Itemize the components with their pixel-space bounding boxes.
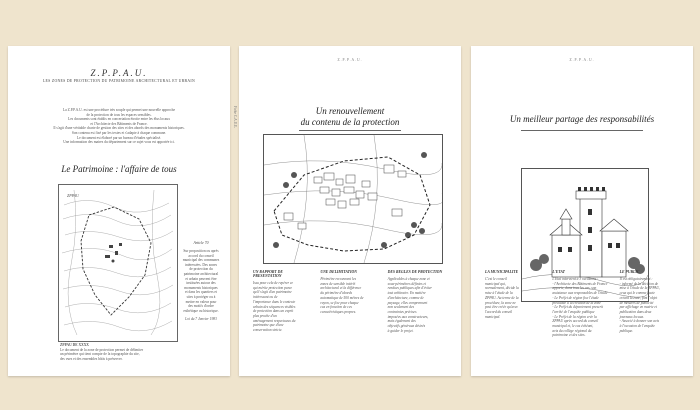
body-line: tout arbitraire. En matière <box>387 291 426 296</box>
body-line: paysage, elles comprennent <box>387 300 428 305</box>
map-caption <box>60 343 176 361</box>
body-line: contraintes précises <box>387 309 417 314</box>
body-line: l'importance dans le contexte <box>253 299 296 304</box>
body-line: assistance aux responsables de l'étude <box>552 291 608 296</box>
page-title: Un meilleur partage des responsabilités <box>509 114 655 124</box>
body-line: Applicables à chaque zone et <box>387 277 430 281</box>
column-regles <box>388 270 447 333</box>
body-line: rayon, se fixe pour chaque <box>320 300 359 305</box>
title-rule <box>521 130 643 131</box>
intro-line: Une information des maires du département sur ce sujet vous est apportée ici. <box>63 140 175 145</box>
body-line: aménagement respectueux du <box>253 318 296 323</box>
body-line: Issu pour cela de repérer ce <box>253 281 294 285</box>
article-line: patrimoine architectural <box>183 271 219 276</box>
article-date: Loi du 7 Janvier 1983 <box>185 317 217 322</box>
body-line: l'accord du conseil <box>485 309 513 314</box>
article-label: Article 70 <box>193 241 209 245</box>
body-line: cas en fonction de ces <box>320 305 352 310</box>
body-line: - Associé à donner son avis <box>619 319 660 324</box>
body-line: procédure, la zone ne <box>485 300 516 305</box>
body-line: - l'Architecte des Bâtiments de France <box>552 281 608 286</box>
body-line: rendues publiques afin d'éviter <box>387 286 432 291</box>
body-line: par affichage en mairie et <box>619 305 657 310</box>
intro-line: Les documents sont établis en concertation étroite entre les élus locaux <box>68 117 170 122</box>
body-line: qu'il s'agit d'un patrimoine <box>253 290 292 295</box>
map-caption-line: un périmètre qui tient compte de la topographie du site, <box>60 352 140 357</box>
body-line: patrimoine et des sites. <box>552 333 586 338</box>
column-delimitation <box>320 270 379 333</box>
town-aerial-illustration <box>263 134 443 264</box>
map-caption-title: ZPPAU DE XXXX <box>60 343 89 347</box>
body-line: sous-périmètres définies et <box>387 281 427 286</box>
column-rapport <box>253 270 312 333</box>
page-header: Z.P.P.A.U. <box>569 58 595 62</box>
title-rule <box>299 130 401 131</box>
body-line: automatique de 500 mètres de <box>320 295 364 300</box>
column-municipalite <box>485 270 544 338</box>
article-line: intéressées. Des zones <box>184 262 218 267</box>
body-line: plus proche d'un <box>253 313 277 318</box>
topographic-map-illustration <box>58 184 178 342</box>
column-body <box>552 277 611 338</box>
intro-line: et l'Architecte des Bâtiments de France. <box>90 121 148 126</box>
intro-line: Le document est élaboré par un bureau d'études spécialisé. <box>76 135 162 140</box>
body-line: d'architecture, comme de <box>387 295 424 300</box>
title-line: Un renouvellement <box>315 106 385 116</box>
body-line: peut être créée qu'avec <box>485 305 519 310</box>
body-line: - Le Préfet de la région crée la <box>552 314 597 319</box>
column-body <box>485 277 544 319</box>
body-line: L'Etat intervient à 3 occasions : <box>552 277 599 281</box>
article-line: de protection du <box>189 267 213 272</box>
body-line: Il est obligatoirement : <box>619 277 653 281</box>
body-line: journaux locaux. <box>619 314 645 319</box>
body-line: municipal et, le cas échéant, <box>552 324 594 329</box>
article-line: accord du conseil <box>188 253 214 258</box>
article-line: monuments historiques <box>184 285 218 290</box>
map-caption-line: des vues et des ensembles bâtis à préserver. <box>60 356 123 361</box>
body-line: publique. <box>619 328 634 333</box>
column-body <box>620 277 679 333</box>
article-line: instituées autour des <box>186 281 216 286</box>
column-body <box>320 277 379 315</box>
column-heading: UNE DELIMITATION <box>320 270 357 274</box>
intro-text <box>38 108 200 145</box>
body-line: qui mérite protection parce <box>253 285 293 290</box>
article-line: mettre en valeur pour <box>185 299 217 304</box>
column-heading: UN RAPPORT DE PRESENTATION <box>253 270 283 278</box>
body-line: mise à l'étude de la ZPPAU, <box>619 286 660 291</box>
article-line: esthétique ou historique. <box>183 308 219 313</box>
body-line: avis du collège régional du <box>552 328 592 333</box>
article-line: Sur proposition ou après <box>183 249 219 253</box>
body-line: ZPPAU. Au terme de la <box>485 295 519 300</box>
article-line: et dans les quartiers et <box>185 290 217 295</box>
content-columns <box>253 270 447 333</box>
page-title: Z.P.P.A.U. <box>90 68 148 78</box>
column-body <box>253 281 312 333</box>
content-columns <box>485 270 679 338</box>
body-line: publication dans deux <box>619 309 652 314</box>
intro-line: Il s'agit d'une véritable charte de gestion des sites et des abords des monuments historiques. <box>53 126 185 131</box>
body-line: imposées aux constructeurs, <box>387 314 429 319</box>
body-line: - informé de la décision de <box>619 281 659 286</box>
body-line: apporte, dans tous les cas, son <box>552 286 597 291</box>
column-heading: DES REGLES DE PROTECTION <box>387 270 443 274</box>
body-line: patrimoine que d'une <box>253 323 284 328</box>
body-line: de mesures de publicité <box>619 300 654 305</box>
article-text <box>180 249 222 313</box>
article-line: sites à protéger ou à <box>186 294 216 299</box>
column-etat <box>552 270 611 338</box>
body-line: préalable à la création de la zone <box>552 300 601 305</box>
document-page-2 <box>239 46 461 376</box>
body-line: zones de sensible intérêt <box>320 281 356 286</box>
body-line: à l'occasion de l'enquête <box>619 324 656 329</box>
column-heading: LA MUNICIPALITE <box>485 270 519 274</box>
side-label: Fiche C.A.U.E. <box>233 106 237 129</box>
title-line: du contenu de la protection <box>300 117 400 127</box>
intro-line: Son contenu est fixé par les textes et s'adapte à chaque commune. <box>71 130 167 135</box>
body-line: mise à l'étude de la <box>485 291 513 296</box>
column-heading: L'ETAT <box>552 270 565 274</box>
body-line: C'est le conseil <box>485 277 507 281</box>
article-sidebar <box>180 241 222 322</box>
body-line: urbain des séquences visibles <box>253 304 296 309</box>
body-line: intéressant ou de <box>253 295 278 300</box>
body-line: objectifs généraux désirés <box>387 324 426 329</box>
document-page-1 <box>8 46 237 376</box>
article-line: des motifs d'ordre <box>188 304 214 309</box>
article-line: municipal des communes <box>182 258 220 263</box>
page-subtitle: LES ZONES DE PROTECTION DU PATRIMOINE ARCHITECTURAL ET URBAIN <box>42 79 196 83</box>
body-line: - Le Préfet de région fixe l'étude <box>552 295 599 300</box>
body-line: municipal qui, <box>485 281 506 286</box>
body-line: mais également des <box>387 319 416 324</box>
body-line: de protection dans un esprit <box>253 309 294 314</box>
page-title <box>239 106 461 128</box>
column-heading: LE PUBLIC <box>619 270 640 274</box>
document-page-3 <box>471 46 693 376</box>
intro-line: La Z.P.P.A.U. est une procédure très souple qui permet une nouvelle approche <box>62 108 176 112</box>
page-header: Z.P.P.A.U. <box>337 58 363 62</box>
body-line: conservation stricte. <box>253 328 283 333</box>
body-line: l'arrêté de l'enquête publique <box>552 309 595 314</box>
body-line: à guider le projet. <box>387 328 414 333</box>
intro-line: de la protection de tous les espaces sensibles. <box>86 112 152 117</box>
column-body <box>388 277 447 333</box>
svg-text:ZPPAU: ZPPAU <box>67 193 79 198</box>
article-line: et urbain peuvent être <box>185 276 217 281</box>
column-public <box>620 270 679 338</box>
body-line: municipal. <box>485 314 501 319</box>
body-line: non seulement des <box>387 305 415 310</box>
body-line: du périmètre d'abords <box>320 291 352 296</box>
body-line: Périmètre recouvrant les <box>320 277 356 281</box>
body-line: - Le Préfet du département prescrit <box>552 305 603 310</box>
body-line: ZPPAU après accord du conseil <box>552 319 599 324</box>
body-line: ceux qui le comme l'acte <box>619 291 655 296</box>
body-line: architectural et la différence <box>320 286 362 291</box>
body-line: normalement, décide la <box>485 286 519 291</box>
section-heading: Le Patrimoine : l'affaire de tous <box>61 164 177 174</box>
map-caption-line: Le document de la zone de protection permet de délimiter <box>60 347 144 352</box>
body-line: créant la zone, font l'objet <box>619 295 658 300</box>
body-line: caractéristiques propres. <box>320 309 357 314</box>
